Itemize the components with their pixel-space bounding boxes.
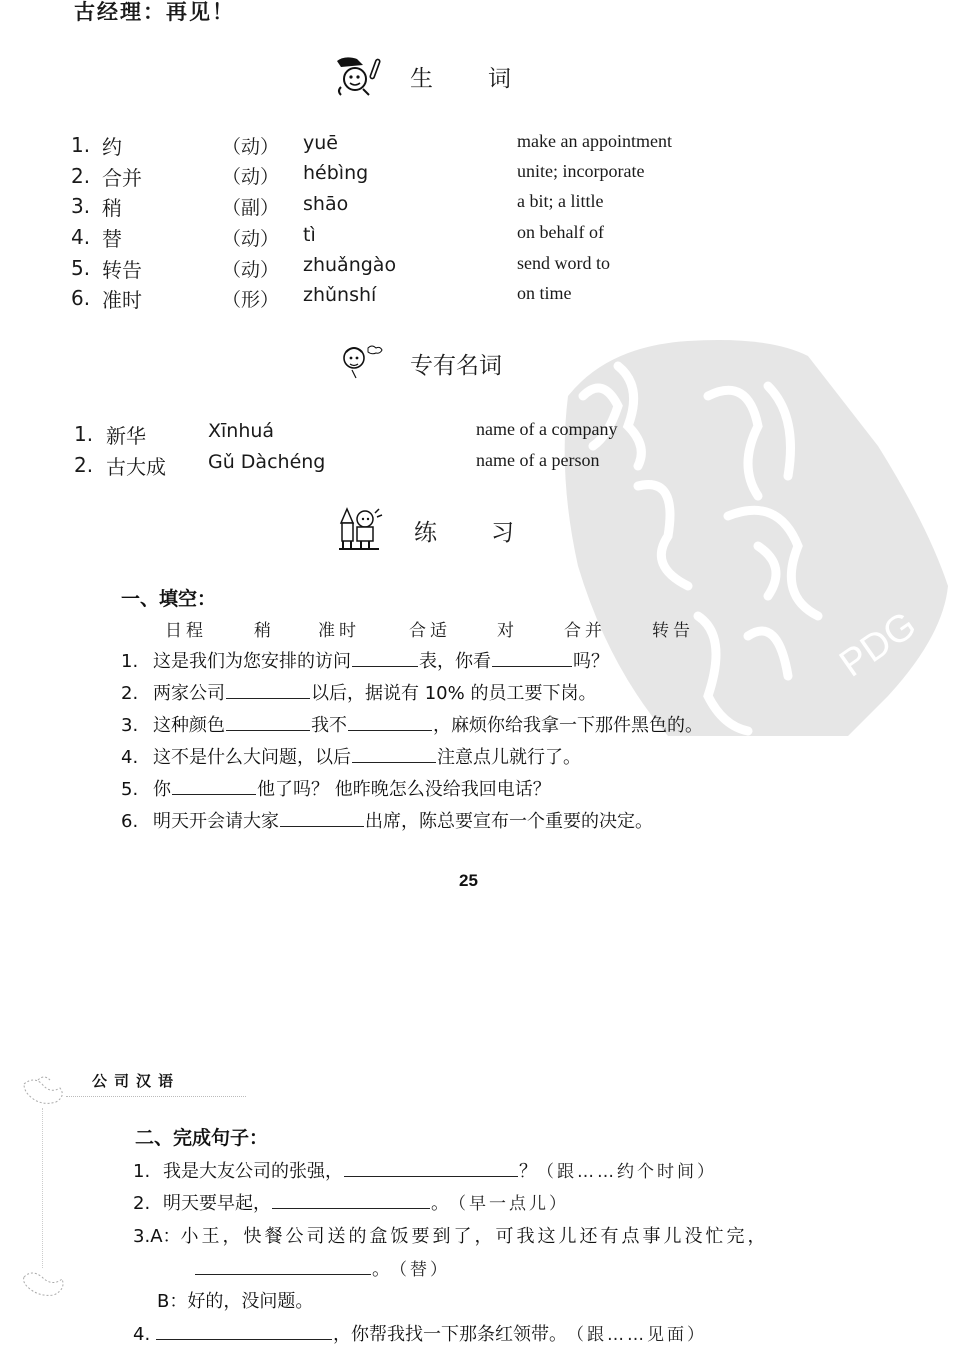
vocab-title-char-1: 生	[410, 66, 433, 92]
fill-blank-item: 5. 你 他了吗？ 他昨晚怎么没给我回电话？	[121, 775, 551, 801]
running-header: 公司汉语	[92, 1072, 181, 1090]
cartoon-mascot-icon	[333, 55, 385, 97]
header-divider	[66, 1096, 246, 1097]
dialog-closing-line: 古经理：再见！	[74, 0, 235, 24]
fill-blank-item: 4. 这不是什么大问题，以后 注意点儿就行了。	[121, 743, 581, 769]
part1-heading: 一、填空：	[121, 588, 217, 610]
answer-blank[interactable]	[226, 712, 310, 731]
fill-blank-item: 6. 明天开会请大家 出席，陈总要宣布一个重要的决定。	[121, 807, 653, 833]
answer-blank[interactable]	[272, 1190, 430, 1209]
complete-sentence-item: 4. ，你帮我找一下那条红领带。 （跟……见面）	[133, 1320, 707, 1346]
answer-blank[interactable]	[195, 1256, 371, 1275]
decorative-flourish-icon	[20, 1265, 68, 1301]
complete-sentence-item: 3. A： 小王，快餐公司送的盒饭要到了，可我这儿还有点事儿没忙完，	[133, 1226, 769, 1247]
vocab-title-char-2: 词	[488, 66, 511, 92]
answer-blank[interactable]	[344, 1158, 518, 1177]
answer-blank[interactable]	[348, 712, 432, 731]
answer-blank[interactable]	[492, 648, 572, 667]
complete-sentence-continuation: 。 （替）	[194, 1255, 450, 1281]
part2-heading: 二、完成句子：	[135, 1127, 269, 1149]
answer-blank[interactable]	[226, 680, 310, 699]
fill-blank-item: 3. 这种颜色 我不 ，麻烦你给我拿一下那件黑色的。	[121, 711, 703, 737]
watermark-seal-icon	[548, 336, 948, 736]
answer-blank[interactable]	[352, 744, 436, 763]
decorative-flourish-icon	[20, 1074, 68, 1110]
complete-sentence-item: 2. 明天要早起， 。 （早一点儿）	[133, 1189, 569, 1215]
answer-blank[interactable]	[172, 776, 256, 795]
cartoon-thinking-icon	[338, 340, 386, 382]
complete-sentence-item: 1. 我是大友公司的张强， ？ （跟……约个时间）	[133, 1157, 717, 1183]
margin-divider	[42, 1108, 43, 1268]
svg-text:PDG: PDG	[832, 603, 924, 686]
dialog-reply: B： 好的，没问题。	[157, 1291, 314, 1312]
fill-blank-item: 2. 两家公司 以后，据说有 10% 的员工要下岗。	[121, 679, 596, 705]
proper-nouns-title: 专有名词	[410, 353, 502, 379]
exercise-title-char-1: 练	[414, 520, 437, 546]
page-number: 25	[459, 871, 478, 890]
answer-blank[interactable]	[156, 1321, 332, 1340]
answer-blank[interactable]	[352, 648, 418, 667]
exercise-title-char-2: 习	[491, 520, 514, 546]
answer-blank[interactable]	[280, 808, 364, 827]
cartoon-kids-icon	[337, 505, 385, 553]
fill-blank-item: 1. 这是我们为您安排的访问 表，你看 吗？	[121, 647, 609, 673]
